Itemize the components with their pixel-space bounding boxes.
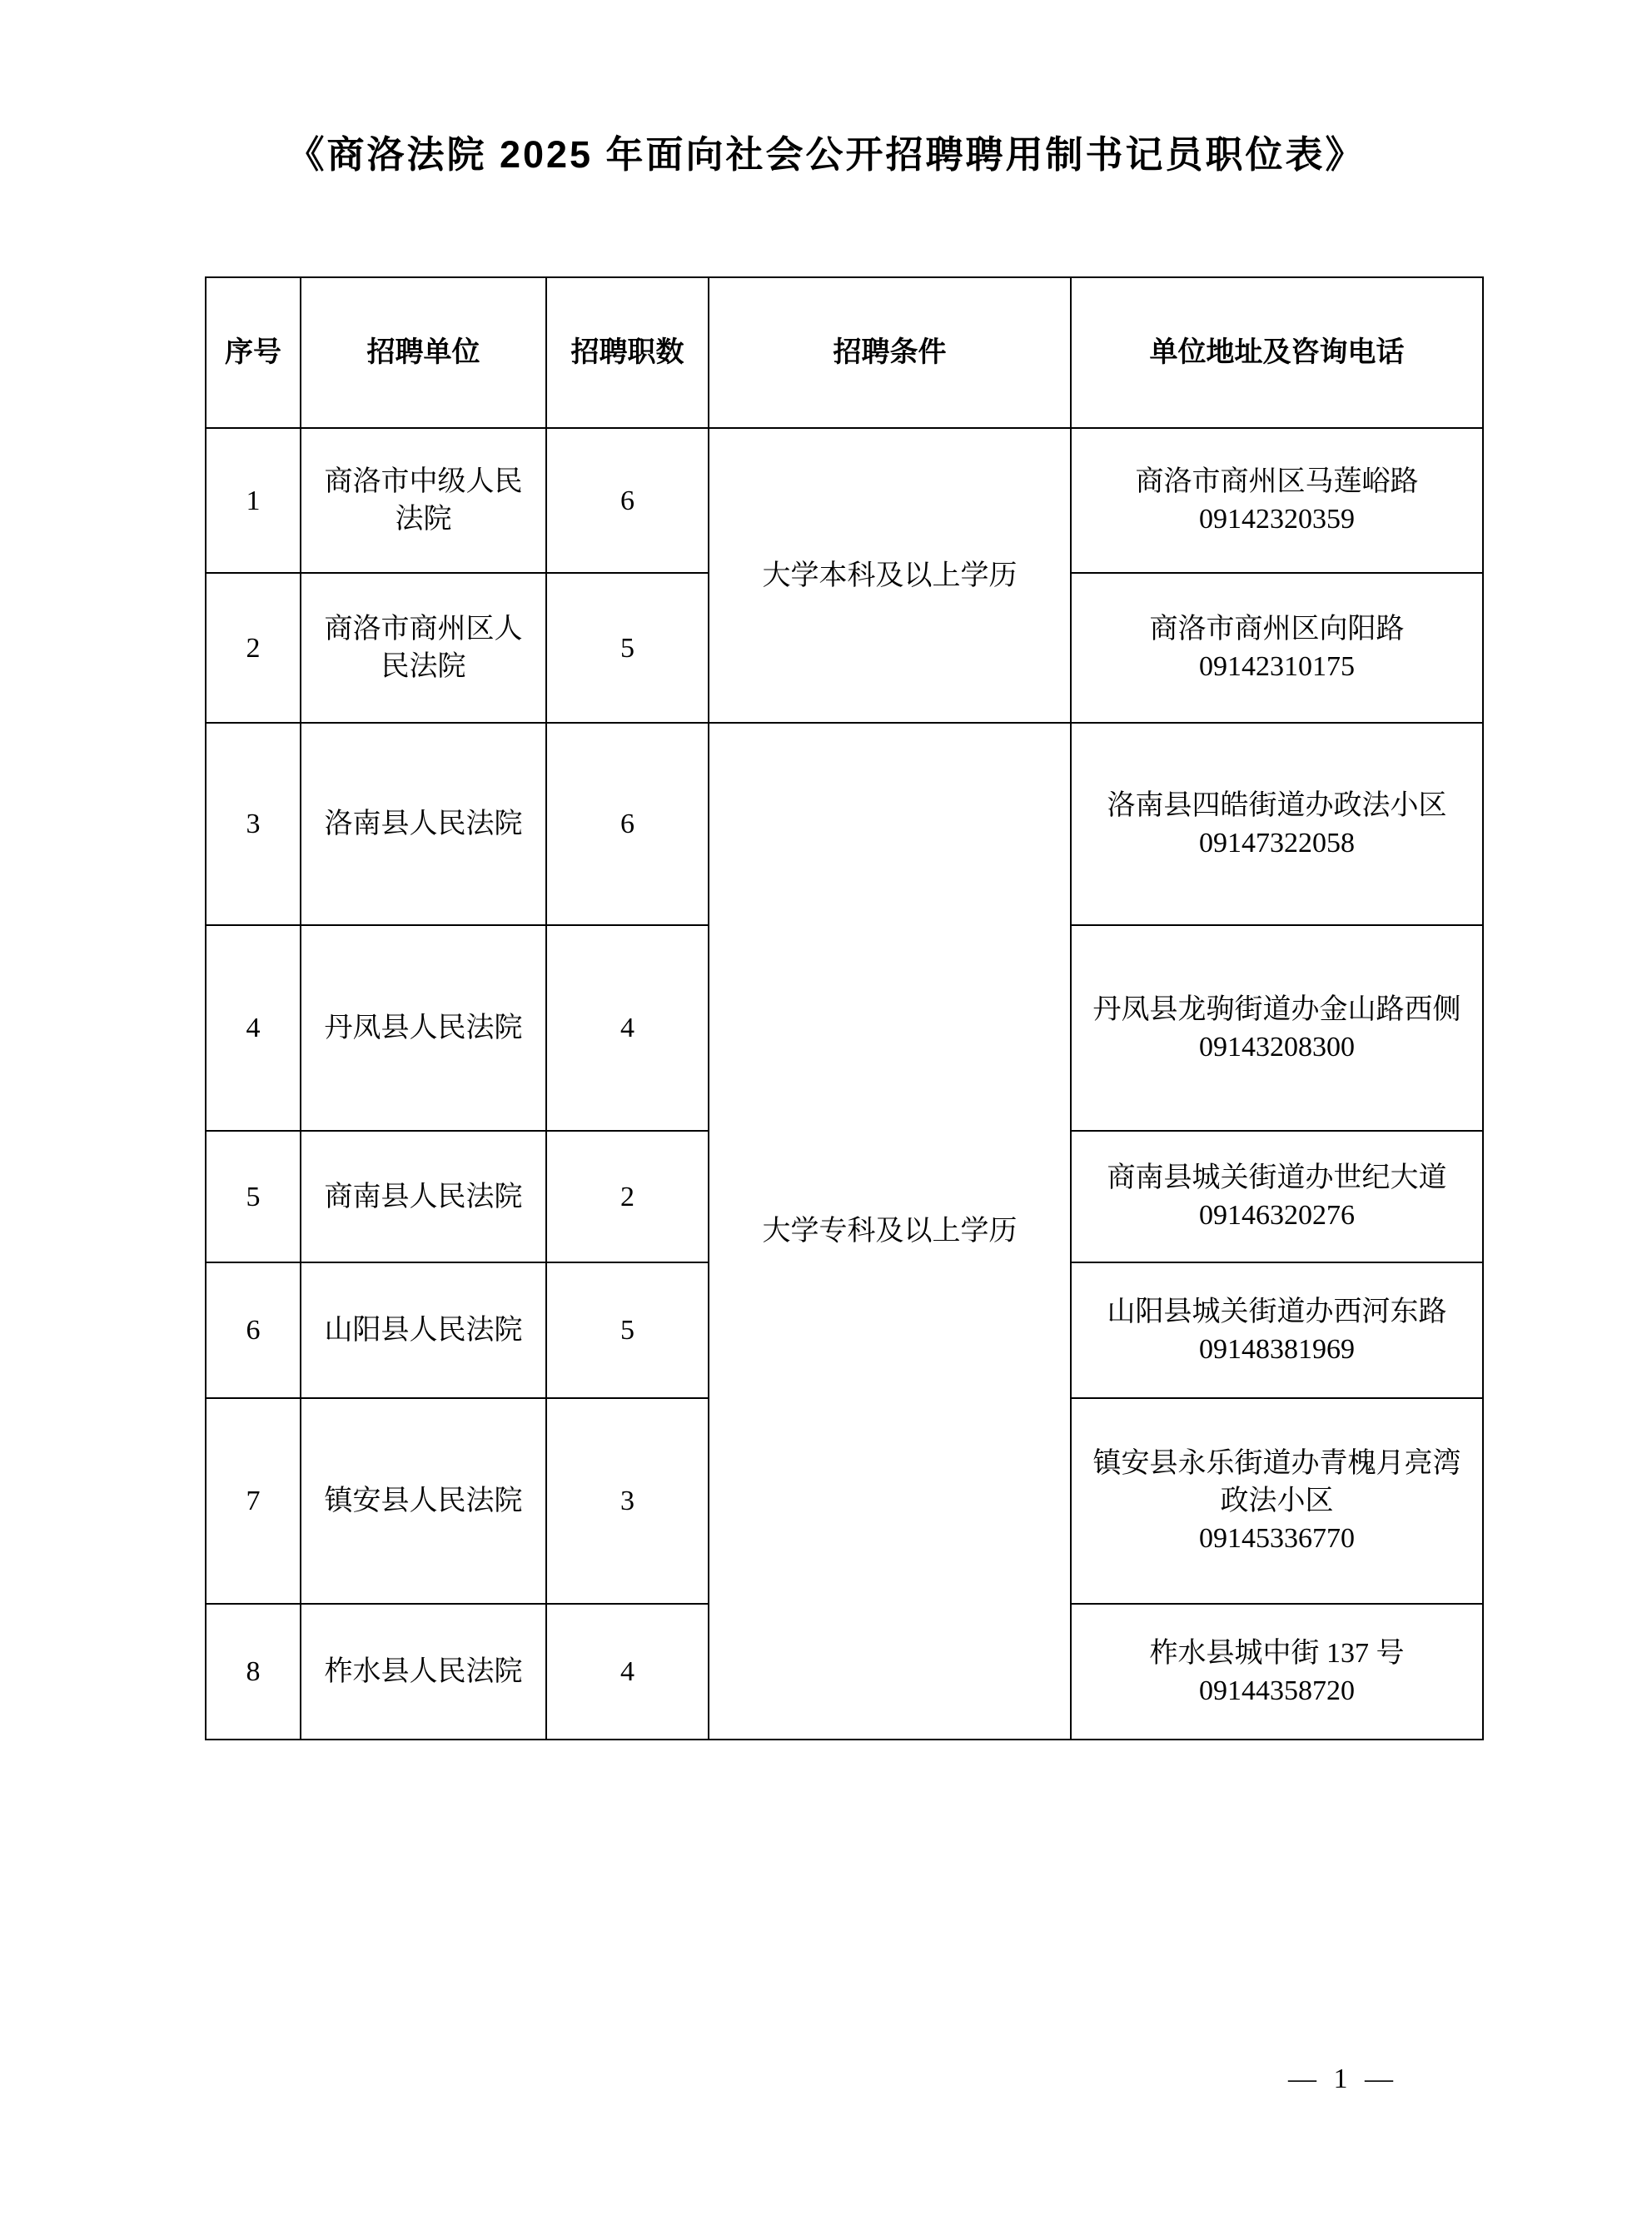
address-line: 柞水县城中街 137 号: [1149, 1637, 1405, 1669]
address-line: 镇安县永乐街道办青槐月亮湾: [1092, 1448, 1461, 1479]
cell-address: [1071, 723, 1483, 925]
cell-no: 2: [206, 573, 301, 723]
cell-address: [1071, 925, 1483, 1131]
cell-unit: 商洛市商州区人民法院: [301, 573, 546, 723]
phone-line: 09147322058: [1199, 827, 1355, 859]
table-row: [206, 428, 1483, 573]
cell-count: 6: [546, 428, 709, 573]
condition-cell-bachelor: 大学本科及以上学历: [709, 428, 1071, 723]
phone-line: 09142310175: [1199, 651, 1355, 682]
address-line: 商洛市商州区向阳路: [1149, 614, 1405, 645]
header-cell-unit: 招聘单位: [301, 277, 546, 428]
address-line: 商洛市商州区马莲峪路: [1135, 466, 1419, 497]
address-line: 商南县城关街道办世纪大道: [1107, 1162, 1447, 1193]
cell-no: 8: [206, 1604, 301, 1740]
cell-unit: 洛南县人民法院: [301, 723, 546, 925]
phone-line: 09146320276: [1199, 1200, 1355, 1231]
cell-no: 7: [206, 1398, 301, 1604]
phone-line: 09142320359: [1199, 504, 1355, 535]
page-title: 《商洛法院 2025 年面向社会公开招聘聘用制书记员职位表》: [286, 133, 1366, 176]
address-line: 政法小区: [1220, 1486, 1334, 1516]
phone-line: 09144358720: [1199, 1675, 1355, 1706]
page-number: — 1 —: [1288, 2063, 1398, 2094]
cell-count: 6: [546, 723, 709, 925]
table-header-row: [206, 277, 1483, 428]
cell-address: [1071, 573, 1483, 723]
phone-line: 09148381969: [1199, 1333, 1355, 1365]
cell-unit: 丹凤县人民法院: [301, 925, 546, 1131]
cell-no: 3: [206, 723, 301, 925]
header-cell-no: 序号: [206, 277, 301, 428]
cell-address: [1071, 1262, 1483, 1398]
address-line: 洛南县四皓街道办政法小区: [1107, 789, 1447, 821]
address-line: 丹凤县龙驹街道办金山路西侧: [1092, 993, 1461, 1025]
cell-unit: 山阳县人民法院: [301, 1262, 546, 1398]
cell-address: [1071, 428, 1483, 573]
cell-count: 5: [546, 1262, 709, 1398]
cell-count: 4: [546, 1604, 709, 1740]
cell-unit: 商洛市中级人民法院: [301, 428, 546, 573]
cell-no: 4: [206, 925, 301, 1131]
condition-cell-college: 大学专科及以上学历: [709, 723, 1071, 1740]
cell-unit: 商南县人民法院: [301, 1131, 546, 1262]
header-cell-count: 招聘职数: [546, 277, 709, 428]
cell-no: 1: [206, 428, 301, 573]
cell-address: [1071, 1131, 1483, 1262]
table-row: [206, 723, 1483, 925]
cell-unit: 镇安县人民法院: [301, 1398, 546, 1604]
header-cell-address: 单位地址及咨询电话: [1071, 277, 1483, 428]
cell-unit: 柞水县人民法院: [301, 1604, 546, 1740]
cell-count: 3: [546, 1398, 709, 1604]
phone-line: 09143208300: [1199, 1031, 1355, 1063]
phone-line: 09145336770: [1199, 1523, 1355, 1554]
cell-address: [1071, 1398, 1483, 1604]
recruitment-table: [205, 276, 1484, 1740]
cell-no: 6: [206, 1262, 301, 1398]
cell-count: 4: [546, 925, 709, 1131]
cell-count: 2: [546, 1131, 709, 1262]
cell-address: [1071, 1604, 1483, 1740]
header-cell-condition: 招聘条件: [709, 277, 1071, 428]
cell-count: 5: [546, 573, 709, 723]
cell-no: 5: [206, 1131, 301, 1262]
address-line: 山阳县城关街道办西河东路: [1107, 1296, 1447, 1327]
